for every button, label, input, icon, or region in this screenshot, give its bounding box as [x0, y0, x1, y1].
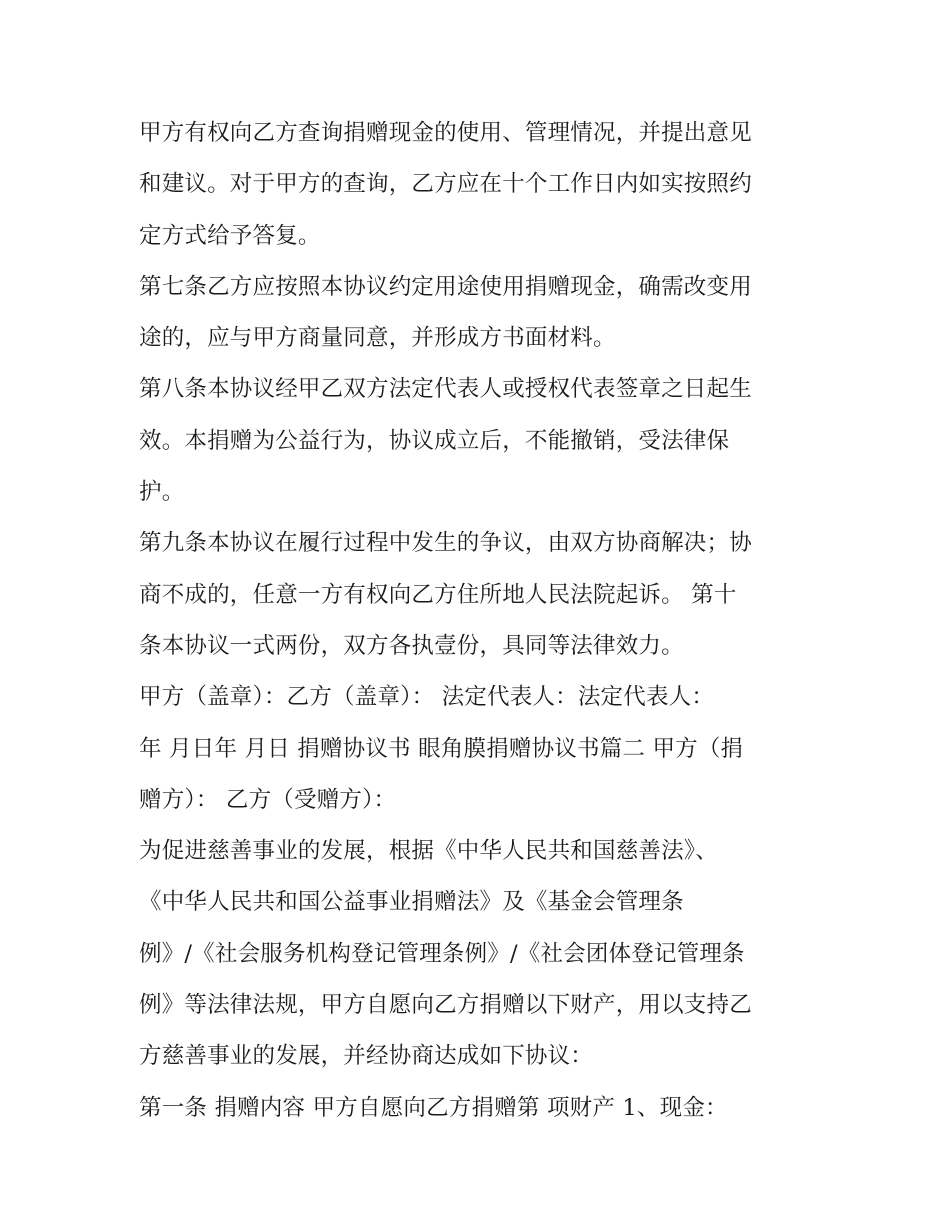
document-body	[139, 108, 839, 1134]
text-line: 方慈善事业的发展，并经协商达成如下协议：	[139, 1043, 594, 1070]
text-line: 为促进慈善事业的发展，根据《中华人民共和国慈善法》、	[139, 838, 718, 865]
text-line: 第八条本协议经甲乙双方法定代表人或授权代表签章之日起生	[139, 376, 752, 403]
text-line: 商不成的，任意一方有权向乙方住所地人民法院起诉。 第十	[139, 581, 737, 608]
text-line: 效。本捐赠为公益行为，协议成立后，不能撤销，受法律保	[139, 427, 730, 454]
text-line: 第七条乙方应按照本协议约定用途使用捐赠现金，确需改变用	[139, 273, 752, 300]
text-line: 例》等法律法规，甲方自愿向乙方捐赠以下财产，用以支持乙	[139, 992, 752, 1019]
text-line: 甲方（盖章）：乙方（盖章）： 法定代表人：法定代表人：	[139, 684, 715, 711]
text-line: 例》/《社会服务机构登记管理条例》/《社会团体登记管理条	[139, 940, 745, 967]
text-line: 和建议。对于甲方的查询，乙方应在十个工作日内如实按照约	[139, 171, 752, 198]
text-line: 年 月日年 月日 捐赠协议书 眼角膜捐赠协议书篇二 甲方（捐	[139, 735, 744, 762]
text-line: 甲方有权向乙方查询捐赠现金的使用、管理情况，并提出意见	[139, 120, 752, 146]
text-line: 护。	[139, 479, 185, 506]
text-line: 途的，应与甲方商量同意，并形成方书面材料。	[139, 325, 616, 352]
text-line: 条本协议一式两份，双方各执壹份，具同等法律效力。	[139, 632, 684, 659]
text-line: 赠方）： 乙方（受赠方）：	[139, 786, 397, 813]
text-line: 第九条本协议在履行过程中发生的争议，由双方协商解决；协	[139, 530, 752, 557]
text-line: 第一条 捐赠内容 甲方自愿向乙方捐赠第 项财产 1、现金：	[139, 1094, 728, 1121]
text-line: 《中华人民共和国公益事业捐赠法》及《基金会管理条	[139, 889, 684, 916]
text-line: 定方式给予答复。	[139, 222, 321, 249]
